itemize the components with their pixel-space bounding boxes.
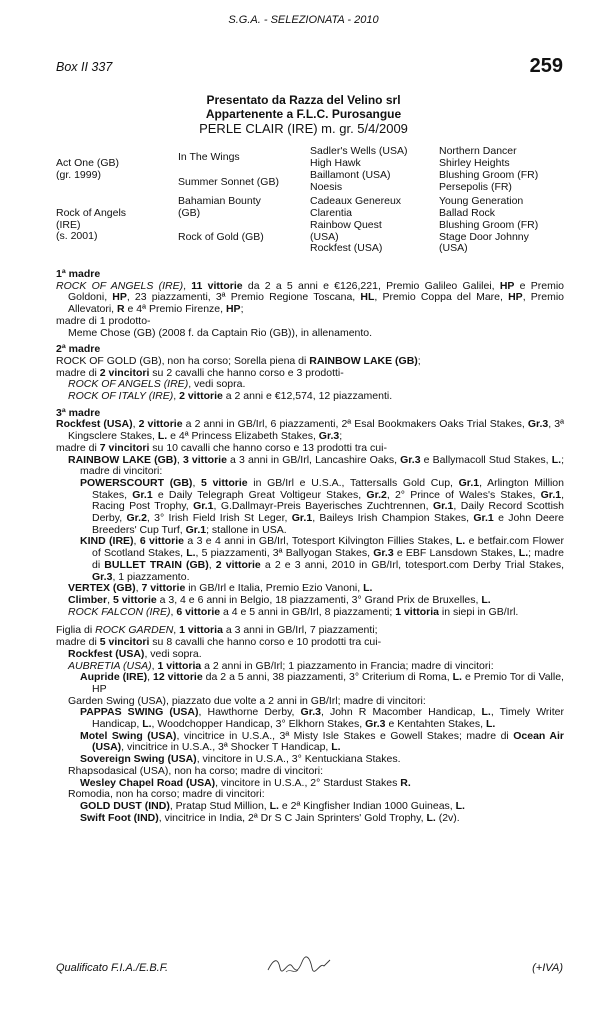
pedigree-entry: Climber, 5 vittorie a 3, 4 e 6 anni in Belgio, 18 piazzamenti, 3° Grand Prix de Bruxelles, L.: [68, 593, 491, 606]
pedigree-entry: ROCK FALCON (IRE), 6 vittorie a 4 e 5 anni in GB/Irl, 8 piazzamenti; 1 vittoria in siepi in GB/Irl.: [68, 605, 519, 618]
pedigree-entry: Meme Chose (GB) (2008 f. da Captain Rio (GB)), in allenamento.: [68, 326, 373, 339]
catalog-title: S.G.A. - SELEZIONATA - 2010: [228, 14, 379, 26]
pedigree-entry: PAPPAS SWING (USA), Hawthorne Derby, Gr.3, John R Macomber Handicap, L., Timely Writer Handicap, L., Woodchopper Handicap, 3° Elkhorn Stakes, Gr.3 e Kentahten Stakes, L.: [80, 706, 565, 731]
pedigree-entry: POWERSCOURT (GB), 5 vittorie in GB/Irl e U.S.A., Tattersalls Gold Cup, Gr.1, Arlington Million Stakes, Gr.1 e Daily Telegraph Great Voltigeur Stakes, Gr.2, 2° Prince of Wales's Stakes, Gr.1, Racing Post Trophy, Gr.1, G.Dallmayr-Preis Bayerisches Zuchtrennen, Gr.1, Daily Record Scottish Derby, Gr.2, 3° Irish Field Irish St Leger, Gr.1, Baileys Irish Champion Stakes, Gr.1 e John Deere Breeders' Cup Turf, Gr.1; stallone in USA.: [80, 476, 564, 536]
pedigree-entry: Wesley Chapel Road (USA), vincitore in U.S.A., 2° Stardust Stakes R.: [80, 776, 411, 789]
pedigree-sire: Act One (GB) (gr. 1999): [56, 157, 120, 181]
pedigree-gen3: Rainbow Quest (USA) Rockfest (USA): [310, 219, 383, 255]
consignor-line-2: Appartenente a F.L.C. Purosangue: [205, 107, 402, 121]
box-number: Box II 337: [56, 60, 113, 74]
pedigree-entry: madre di 7 vincitori su 10 cavalli che hanno corso e 13 prodotti tra cui-: [56, 441, 387, 454]
lot-number: 259: [529, 55, 563, 77]
pedigree-dam: Rock of Angels (IRE) (s. 2001): [56, 207, 127, 243]
section-heading: 3ª madre: [56, 406, 101, 419]
pedigree-entry: ROCK OF ANGELS (IRE), 11 vittorie da 2 a 5 anni e €126,221, Premio Galileo Galilei, HP e Premio Goldoni, HP, 23 piazzamenti, 3ª Premio Regione Toscana, HL, Premio Coppa del Mare, HP, Premio Allevatori, R e 4ª Premio Firenze, HP;: [56, 279, 565, 316]
pedigree-entry: ROCK OF ANGELS (IRE), vedi sopra.: [68, 378, 246, 391]
pedigree-entry: Aupride (IRE), 12 vittorie da 2 a 5 anni, 38 piazzamenti, 3° Criterium di Roma, L. e Premio Tor di Valle, HP: [80, 671, 564, 695]
pedigree-entry: Garden Swing (USA), piazzato due volte a 2 anni in GB/Irl; madre di vincitori:: [68, 694, 426, 707]
pedigree-entry: Swift Foot (IND), vincitrice in India, 2ª Dr S C Jain Sprinters' Gold Trophy, L. (2v).: [80, 811, 460, 824]
pedigree-entry: AUBRETIA (USA), 1 vittoria a 2 anni in GB/Irl; 1 piazzamento in Francia; madre di vincitori:: [68, 659, 494, 672]
pedigree-gen4: Blushing Groom (FR) Persepolis (FR): [439, 169, 539, 193]
pedigree-entry: madre di 5 vincitori su 8 cavalli che hanno corso e 10 prodotti tra cui-: [56, 636, 382, 649]
pedigree-entry: GOLD DUST (IND), Pratap Stud Million, L. e 2ª Kingfisher Indian 1000 Guineas, L.: [80, 799, 465, 812]
pedigree-entry: Sovereign Swing (USA), vincitore in U.S.A., 3° Kentuckiana Stakes.: [80, 753, 401, 766]
pedigree-entry: Romodia, non ha corso; madre di vincitori:: [68, 788, 265, 801]
pedigree-notes: [56, 264, 564, 824]
pedigree-entry: ROCK OF ITALY (IRE), 2 vittorie a 2 anni e €12,574, 12 piazzamenti.: [68, 390, 393, 403]
pedigree-gen3: Cadeaux Genereux Clarentia: [310, 195, 402, 219]
pedigree-gen2: Summer Sonnet (GB): [178, 176, 279, 188]
pedigree-gen2: Bahamian Bounty (GB): [178, 195, 261, 219]
pedigree-entry: madre di 2 vincitori su 2 cavalli che hanno corso e 3 prodotti-: [56, 366, 344, 379]
pedigree-entry: ROCK OF GOLD (GB), non ha corso; Sorella piena di RAINBOW LAKE (GB);: [56, 354, 421, 367]
pedigree-entry: Rockfest (USA), vedi sopra.: [68, 647, 202, 660]
pedigree-entry: RAINBOW LAKE (GB), 3 vittorie a 3 anni in GB/Irl, Lancashire Oaks, Gr.3 e Ballymacoll Stud Stakes, L.; madre di vincitori:: [68, 453, 564, 478]
vat-note: (+IVA): [532, 962, 563, 974]
pedigree-entry: KIND (IRE), 6 vittorie a 3 e 4 anni in GB/Irl, Totesport Kilvington Fillies Stakes, L. e betfair.com Flower of Scotland Stakes, L., 5 piazzamenti, 3ª Ballyogan Stakes, Gr.3 e EBF Lansdown Stakes, L.; madre di BULLET TRAIN (GB), 2 vittorie a 2 e 3 anni, 2010 in GB/Irl, totesport.com Derby Trial Stakes, Gr.3, 1 piazzamento.: [80, 535, 565, 583]
pedigree-entry: Rhapsodasical (USA), non ha corso; madre di vincitori:: [68, 764, 324, 777]
qualification-note: Qualificato F.I.A./E.B.F.: [56, 962, 169, 974]
pedigree-gen4: Young Generation Ballad Rock: [439, 195, 524, 219]
pedigree-entry: Motel Swing (USA), vincitrice in U.S.A., 3ª Misty Isle Stakes e Gowell Stakes; madre di Ocean Air (USA), vincitrice in U.S.A., 3ª Shocker T Handicap, L.: [80, 729, 564, 754]
pedigree-gen3: Sadler's Wells (USA) High Hawk: [310, 145, 408, 169]
pedigree-gen4: Blushing Groom (FR) Stage Door Johnny (USA): [439, 219, 539, 255]
pedigree-entry: Figlia di ROCK GARDEN, 1 vittoria a 3 anni in GB/Irl, 7 piazzamenti;: [56, 624, 378, 637]
pedigree-gen2: Rock of Gold (GB): [178, 231, 264, 243]
consignor-line-1: Presentato da Razza del Velino srl: [206, 93, 401, 107]
pedigree-gen4: Northern Dancer Shirley Heights: [439, 145, 517, 169]
pedigree-entry: madre di 1 prodotto-: [56, 314, 151, 327]
pedigree-entry: Rockfest (USA), 2 vittorie a 2 anni in GB/Irl, 6 piazzamenti, 2ª Esal Bookmakers Oaks Trial Stakes, Gr.3, 3ª Kingsclere Stakes, L. e 4ª Princess Elizabeth Stakes, Gr.3;: [56, 418, 565, 443]
pedigree-gen3: Baillamont (USA) Noesis: [310, 169, 391, 193]
pedigree-gen2: In The Wings: [178, 151, 240, 163]
signature-icon: [266, 954, 332, 981]
pedigree-entry: VERTEX (GB), 7 vittorie in GB/Irl e Italia, Premio Ezio Vanoni, L.: [68, 582, 373, 595]
horse-name: PERLE CLAIR (IRE) m. gr. 5/4/2009: [199, 121, 408, 136]
section-heading: 1ª madre: [56, 268, 101, 280]
section-heading: 2ª madre: [56, 343, 101, 356]
